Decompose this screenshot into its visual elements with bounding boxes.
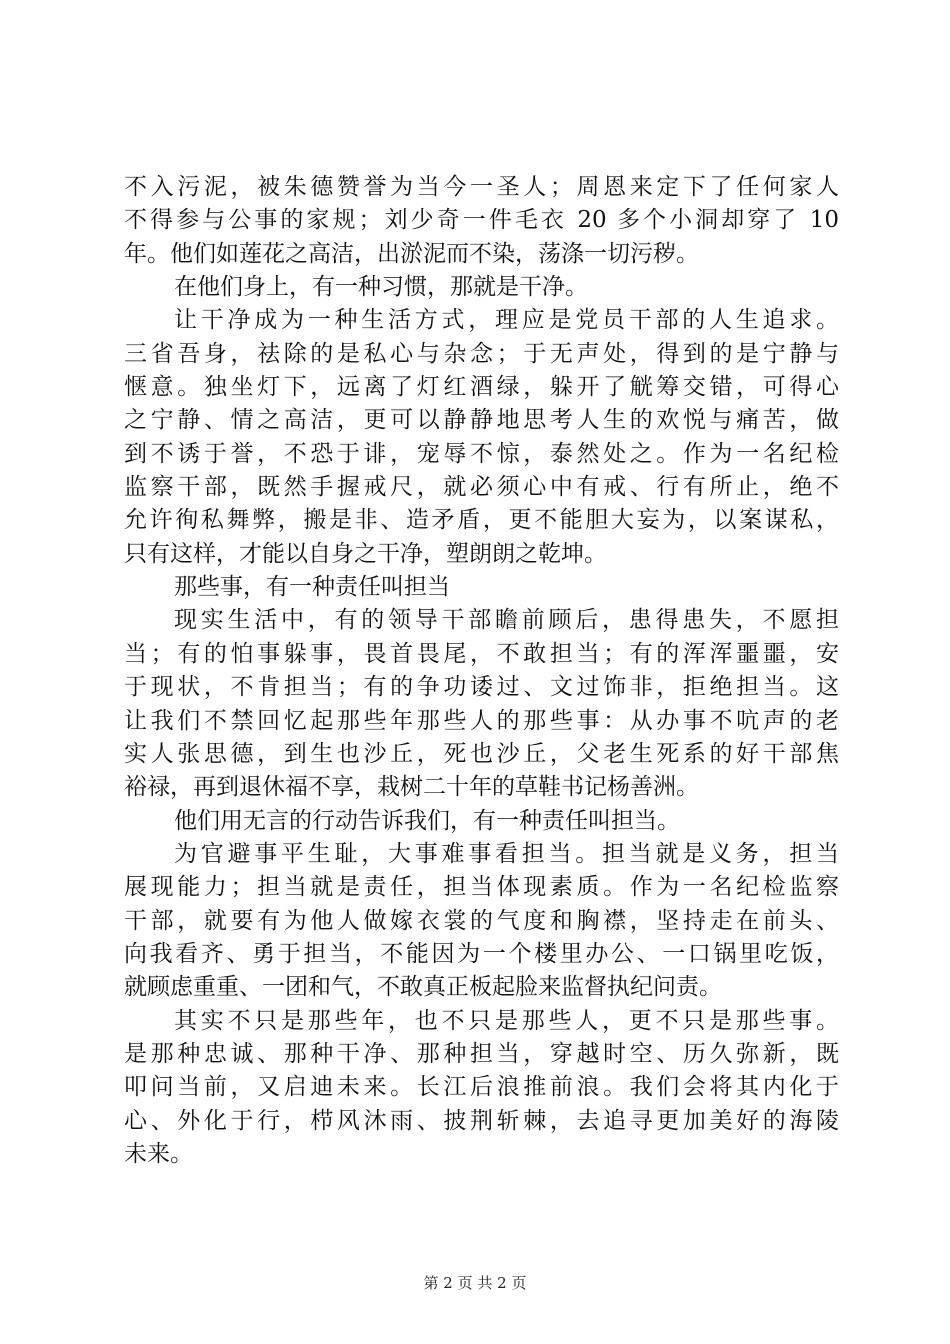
text-line: 允许徇私舞弊，搬是非、造矛盾，更不能胆大妄为，以案谋私， — [124, 507, 839, 534]
text-line: 不得参与公事的家规；刘少奇一件毛衣 20 多个小洞却穿了 10 — [124, 207, 839, 234]
text-line: 展现能力；担当就是责任，担当体现素质。作为一名纪检监察 — [124, 874, 839, 901]
text-line: 心、外化于行，栉风沐雨、披荆斩棘，去追寻更加美好的海陵 — [124, 1107, 839, 1134]
text-line: 当；有的怕事躲事，畏首畏尾，不敢担当；有的浑浑噩噩，安 — [124, 640, 839, 667]
text-line: 现实生活中，有的领导干部瞻前顾后，患得患失，不愿担 — [174, 607, 839, 634]
text-line: 让干净成为一种生活方式，理应是党员干部的人生追求。 — [174, 307, 839, 334]
text-line: 在他们身上，有一种习惯，那就是干净。 — [174, 274, 588, 301]
text-line: 他们用无言的行动告诉我们，有一种责任叫担当。 — [174, 807, 680, 834]
text-line: 之宁静、情之高洁，更可以静静地思考人生的欢悦与痛苦，做 — [124, 407, 839, 434]
text-line: 于现状，不肯担当；有的争功诿过、文过饰非，拒绝担当。这 — [124, 674, 839, 701]
text-line: 实人张思德，到生也沙丘，死也沙丘，父老生死系的好干部焦 — [124, 740, 839, 767]
text-line: 不入污泥，被朱德赞誉为当今一圣人；周恩来定下了任何家人 — [124, 174, 839, 200]
document-body — [124, 171, 839, 1171]
text-line: 是那种忠诚、那种干净、那种担当，穿越时空、历久弥新，既 — [124, 1040, 839, 1067]
text-line: 三省吾身，祛除的是私心与杂念；于无声处，得到的是宁静与 — [124, 340, 839, 367]
text-line: 裕禄，再到退休福不享，栽树二十年的草鞋书记杨善洲。 — [124, 774, 699, 801]
text-line: 让我们不禁回忆起那些年那些人的那些事：从办事不吭声的老 — [124, 707, 839, 734]
text-line: 到不诱于誉，不恐于诽，宠辱不惊，泰然处之。作为一名纪检 — [124, 440, 839, 467]
text-line: 只有这样，才能以自身之干净，塑朗朗之乾坤。 — [124, 540, 607, 567]
text-line: 其实不只是那些年，也不只是那些人，更不只是那些事。 — [174, 1007, 839, 1034]
text-line: 向我看齐、勇于担当，不能因为一个楼里办公、一口锅里吃饭， — [124, 940, 839, 967]
text-line: 惬意。独坐灯下，远离了灯红酒绿，躲开了觥筹交错，可得心 — [124, 374, 839, 401]
page-footer: 第 2 页 共 2 页 — [423, 1274, 527, 1292]
text-line: 就顾虑重重、一团和气，不敢真正板起脸来监督执纪问责。 — [124, 974, 722, 1001]
text-line: 年。他们如莲花之高洁，出淤泥而不染，荡涤一切污秽。 — [124, 240, 699, 267]
text-line: 监察干部，既然手握戒尺，就必须心中有戒、行有所止，绝不 — [124, 474, 839, 501]
text-line: 那些事，有一种责任叫担当 — [174, 574, 450, 601]
text-line: 为官避事平生耻，大事难事看担当。担当就是义务，担当 — [174, 840, 839, 867]
text-line: 干部，就要有为他人做嫁衣裳的气度和胸襟，坚持走在前头、 — [124, 907, 839, 934]
text-line: 叩问当前，又启迪未来。长江后浪推前浪。我们会将其内化于 — [124, 1074, 839, 1101]
text-line: 未来。 — [124, 1140, 193, 1167]
